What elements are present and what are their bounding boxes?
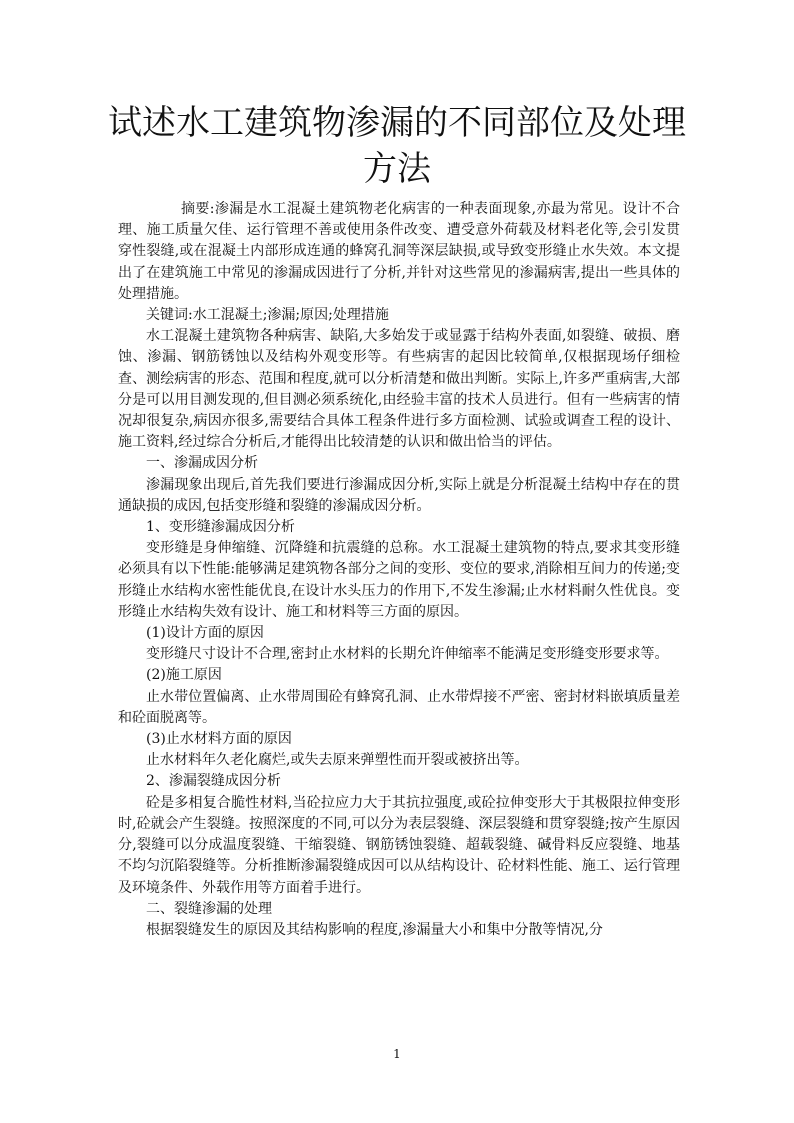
title-line-1: 试述水工建筑物渗漏的不同部位及处理	[108, 103, 686, 143]
title-line-2: 方法	[363, 149, 431, 189]
document-title	[0, 100, 794, 192]
keywords-paragraph: 关键词:水工混凝土;渗漏;原因;处理措施	[146, 307, 389, 324]
body-paragraph: 根据裂缝发生的原因及其结构影响的程度,渗漏量大小和集中分散等情况,分	[146, 921, 603, 938]
abstract-paragraph: 摘要:渗漏是水工混凝土建筑物老化病害的一种表面现象,亦最为常见。设计不合理、施工质量欠佳、运行管理不善或使用条件改变、遭受意外荷载及材料老化等,会引发贯穿性裂缝,或在混凝土内部形成连通的蜂窝孔洞等深层缺损,或导致变形缝止水失效。本文提出了在建筑施工中常见的渗漏成因进行了分析,并针对这些常见的渗漏病害,提出一些具体的处理措施。	[118, 201, 680, 302]
item-heading: (1)设计方面的原因	[146, 625, 264, 642]
section-heading: 二、裂缝渗漏的处理	[146, 900, 272, 917]
body-paragraph: 渗漏现象出现后,首先我们要进行渗漏成因分析,实际上就是分析混凝土结构中存在的贯通缺损的成因,包括变形缝和裂缝的渗漏成因分析。	[118, 476, 680, 514]
page-number: 1	[393, 1047, 401, 1061]
body-paragraph: 砼是多相复合脆性材料,当砼拉应力大于其抗拉强度,或砼拉伸变形大于其极限拉伸变形时,砼就会产生裂缝。按照深度的不同,可以分为表层裂缝、深层裂缝和贯穿裂缝;按产生原因分,裂缝可以分成温度裂缝、干缩裂缝、钢筋锈蚀裂缝、超载裂缝、碱骨料反应裂缝、地基不均匀沉陷裂缝等。分析推断渗漏裂缝成因可以从结构设计、砼材料性能、施工、运行管理及环境条件、外载作用等方面着手进行。	[118, 794, 680, 896]
document-body	[118, 199, 680, 941]
body-paragraph: 变形缝尺寸设计不合理,密封止水材料的长期允许伸缩率不能满足变形缝变形要求等。	[146, 646, 669, 663]
body-paragraph: 止水带位置偏离、止水带周围砼有蜂窝孔洞、止水带焊接不严密、密封材料嵌填质量差和砼面脱离等。	[118, 688, 680, 726]
subsection-heading: 1、变形缝渗漏成因分析	[146, 519, 295, 536]
body-paragraph: 水工混凝土建筑物各种病害、缺陷,大多始发于或显露于结构外表面,如裂缝、破损、磨蚀、渗漏、钢筋锈蚀以及结构外观变形等。有些病害的起因比较简单,仅根据现场仔细检查、测绘病害的形态、范围和程度,就可以分析清楚和做出判断。实际上,许多严重病害,大部分是可以用目测发现的,但目测必须系统化,由经验丰富的技术人员进行。但有一些病害的情况却很复杂,病因亦很多,需要结合具体工程条件进行多方面检测、试验或调查工程的设计、施工资料,经过综合分析后,才能得出比较清楚的认识和做出恰当的评估。	[118, 328, 680, 451]
body-paragraph: 变形缝是身伸缩缝、沉降缝和抗震缝的总称。水工混凝土建筑物的特点,要求其变形缝必须具有以下性能:能够满足建筑物各部分之间的变形、变位的要求,消除相互间力的传递;变形缝止水结构水密性能优良,在设计水头压力的作用下,不发生渗漏;止水材料耐久性优良。变形缝止水结构失效有设计、施工和材料等三方面的原因。	[118, 540, 680, 620]
body-paragraph: 止水材料年久老化腐烂,或失去原来弹塑性而开裂或被挤出等。	[146, 752, 529, 769]
section-heading: 一、渗漏成因分析	[146, 455, 258, 472]
subsection-heading: 2、渗漏裂缝成因分析	[146, 773, 281, 790]
item-heading: (2)施工原因	[146, 667, 222, 684]
item-heading: (3)止水材料方面的原因	[146, 731, 292, 748]
